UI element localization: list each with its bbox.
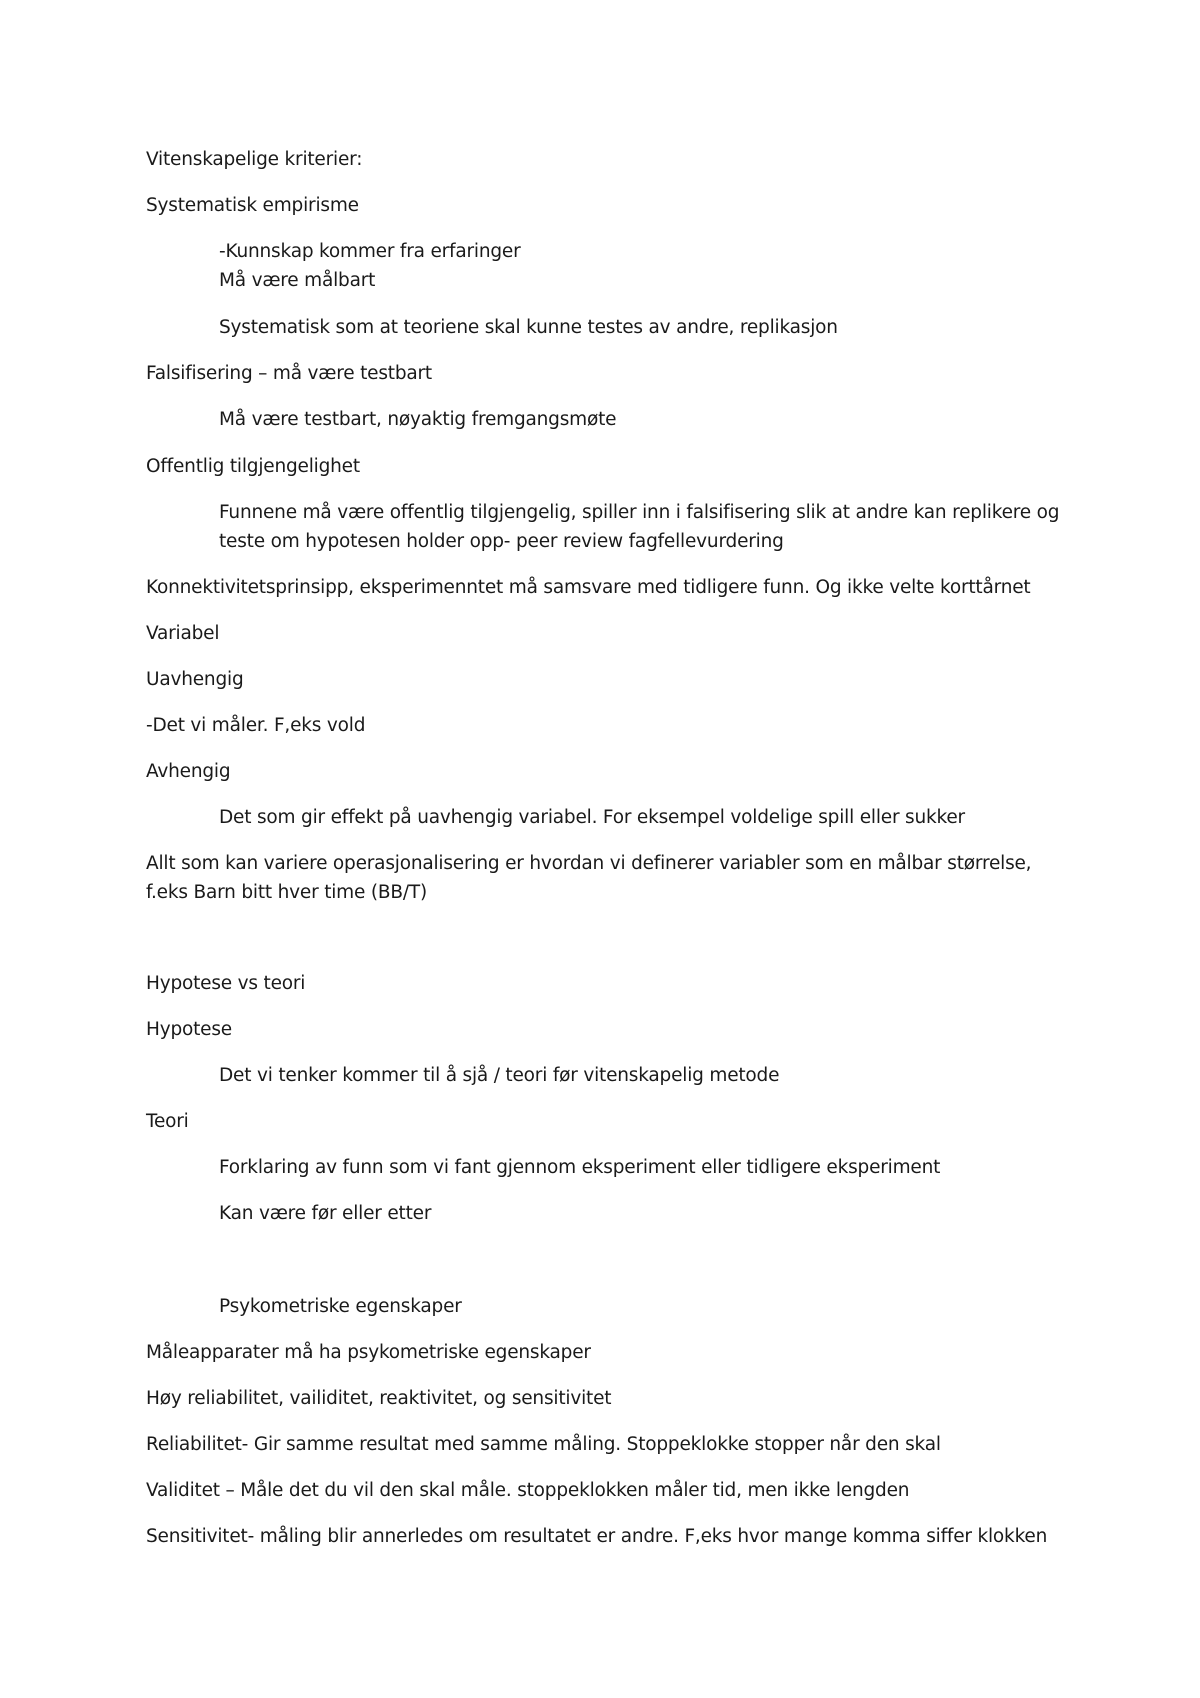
note-hypothesis-definition: Det vi tenker kommer til å sjå / teori før vitenskapelig metode (219, 1065, 780, 1086)
term-variable: Variabel (146, 623, 220, 644)
term-sensitivity: Sensitivitet- måling blir annerledes om resultatet er andre. F,eks hvor mange komma siffer klokken (146, 1526, 1048, 1547)
note-before-or-after: Kan være før eller etter (219, 1203, 432, 1224)
bullet-testable-procedure: Må være testbart, nøyaktig fremgangsmøte (219, 409, 617, 430)
note-measuring-devices: Måleapparater må ha psykometriske egenskaper (146, 1342, 591, 1363)
term-public-availability: Offentlig tilgjengelighet (146, 456, 360, 477)
note-what-we-measure: -Det vi måler. F,eks vold (146, 715, 366, 736)
note-effect-on-variable: Det som gir effekt på uavhengig variabel. For eksempel voldelige spill eller sukker (219, 807, 965, 828)
term-falsification: Falsifisering – må være testbart (146, 363, 432, 384)
bullet-replication: Systematisk som at teoriene skal kunne testes av andre, replikasjon (219, 317, 838, 338)
term-theory: Teori (146, 1111, 189, 1132)
term-systematic-empiricism: Systematisk empirisme (146, 195, 359, 216)
bullet-must-be-measurable: Må være målbart (219, 270, 376, 291)
paragraph-findings-line-2: teste om hypotesen holder opp- peer review fagfellevurdering (219, 531, 784, 552)
paragraph-operationalization-line-1: Allt som kan variere operasjonalisering er hvordan vi definerer variabler som en målbar størrelse, (146, 853, 1032, 874)
bullet-knowledge-from-experience: -Kunnskap kommer fra erfaringer (219, 241, 521, 262)
heading-psychometric-properties: Psykometriske egenskaper (219, 1296, 462, 1317)
term-validity: Validitet – Måle det du vil den skal måle. stoppeklokken måler tid, men ikke lengden (146, 1480, 910, 1501)
term-dependent: Avhengig (146, 761, 231, 782)
note-theory-definition: Forklaring av funn som vi fant gjennom eksperiment eller tidligere eksperiment (219, 1157, 941, 1178)
term-reliability: Reliabilitet- Gir samme resultat med samme måling. Stoppeklokke stopper når den skal (146, 1434, 941, 1455)
note-high-reliability: Høy reliabilitet, vailiditet, reaktivitet, og sensitivitet (146, 1388, 612, 1409)
term-hypothesis: Hypotese (146, 1019, 232, 1040)
term-independent: Uavhengig (146, 669, 244, 690)
heading-hypothesis-vs-theory: Hypotese vs teori (146, 973, 306, 994)
paragraph-operationalization-line-2: f.eks Barn bitt hver time (BB/T) (146, 882, 428, 903)
heading-scientific-criteria: Vitenskapelige kriterier: (146, 149, 363, 170)
paragraph-findings-line-1: Funnene må være offentlig tilgjengelig, spiller inn i falsifisering slik at andre kan replikere og (219, 502, 1060, 523)
term-connectivity-principle: Konnektivitetsprinsipp, eksperimenntet må samsvare med tidligere funn. Og ikke velte korttårnet (146, 577, 1031, 598)
